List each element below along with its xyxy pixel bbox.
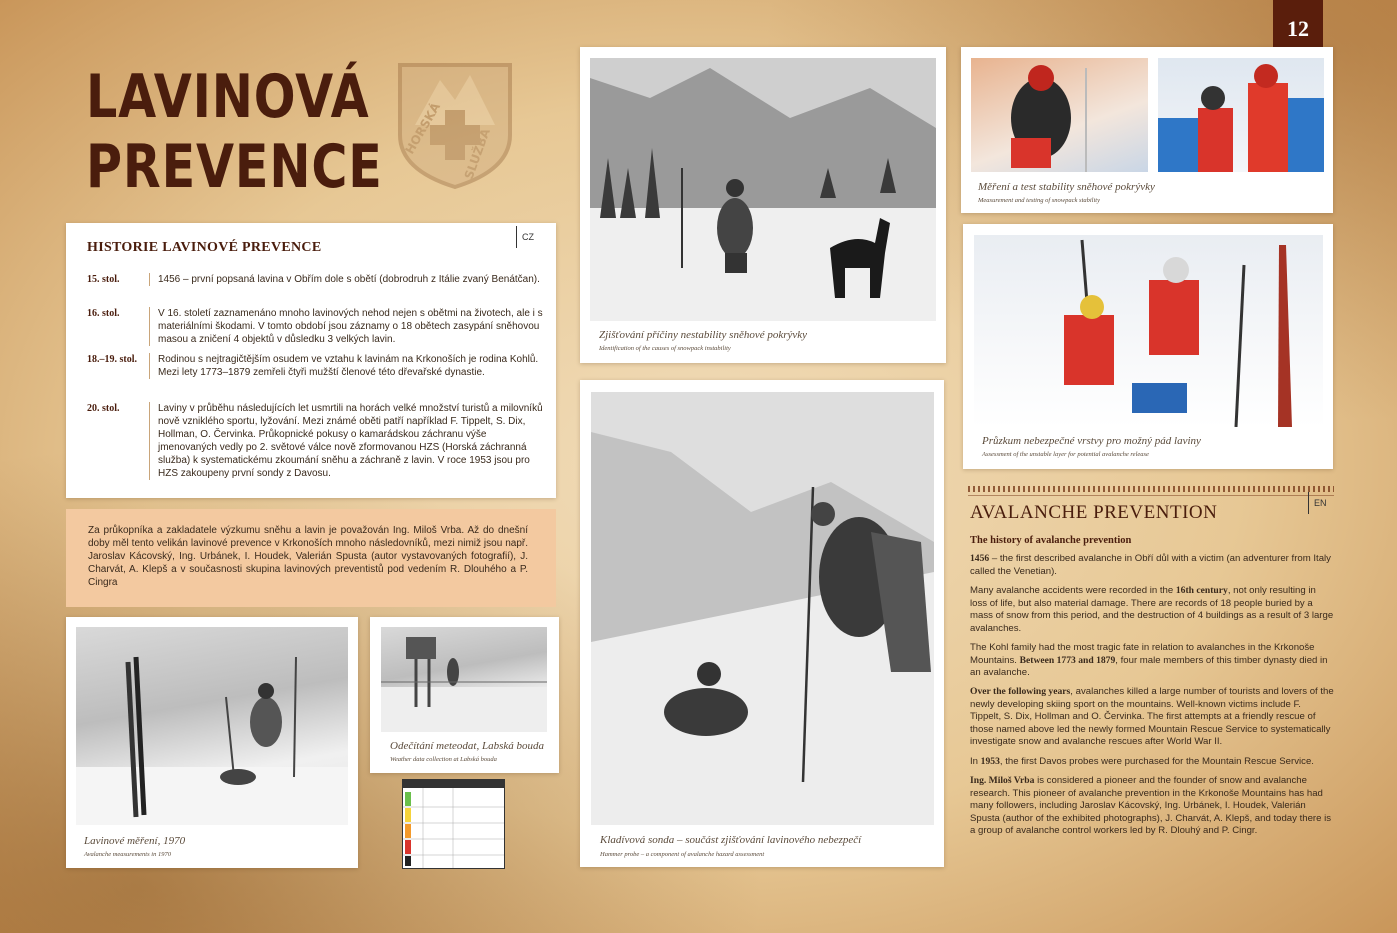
english-text: , the first Davos probes were purchased for the Mountain Rescue Service. (999, 756, 1314, 767)
photo-card-unstable-layer (963, 224, 1333, 469)
decorative-line-divider (968, 495, 1334, 496)
caption-cz: Lavinové měření, 1970 (84, 835, 186, 847)
caption-cz: Měření a test stability sněhové pokrývky (978, 181, 1155, 193)
english-paragraph (970, 686, 1334, 749)
caption-cz: Zjišťování příčiny nestability sněhové pokrývky (599, 329, 808, 341)
mountain-rescue-badge-logo (390, 55, 520, 190)
history-text: 1456 – první popsaná lavina v Obřím dole s obětí (dobrodruh z Itálie zvaný Benátčan). (149, 273, 543, 286)
page-title (86, 62, 383, 202)
english-text: , not only resulting in loss of life, but also material damage. There are records of 18 people buried by a mass of snow from this period, and the destruction of 4 buildings as a result of 3 large avalanches. (970, 585, 1334, 634)
decorative-dotted-divider (968, 486, 1334, 492)
avalanche-danger-scale-table-image (402, 779, 505, 869)
history-row (87, 402, 543, 482)
english-text: , avalanches killed a large number of tourists and lovers of the newly developing skiing sport on the mountains. Well-known victims include F. Tippelt, S. Dix, Hollman and O. Červinka. The first attempts at a friendly rescue of those named above led the newly formed Mountain Rescue Service to systematically investigate snow and avalanche rescues after World War II. (970, 686, 1334, 747)
title-line-2: PREVENCE (86, 132, 383, 202)
history-text: Rodinou s nejtragičtějším osudem ve vztahu k lavinám na Krkonoších je rodina Kohlů. Mezi lety 1773–1879 zemřeli čtyři mužští členové této dřevařské dynastie. (149, 353, 543, 379)
history-year: 15. stol. (87, 274, 120, 285)
badge-text-top: HORSKÁ (402, 100, 443, 157)
badge-text-bottom: SLUŽBA (461, 126, 493, 182)
photo-stability-test-left (971, 58, 1148, 172)
english-bold: Ing. Miloš Vrba (970, 775, 1035, 786)
caption-en: Assessment of the unstable layer for potential avalanche release (982, 451, 1149, 458)
english-text: Many avalanche accidents were recorded in the (970, 585, 1176, 596)
english-paragraph (970, 553, 1334, 578)
caption-en: Hammer probe – a component of avalanche hazard assessment (600, 851, 765, 858)
photo-snowpack-instability (590, 58, 936, 321)
photo-card-instability (580, 47, 946, 363)
language-tag-cz: CZ (516, 226, 534, 248)
english-text: , four male members of this timber dynasty died in an avalanche. (970, 654, 1328, 678)
english-text: is considered a pioneer and the founder of snow and avalanche research. This pioneer of avalanche prevention in the Krkonoše Mountains has had many followers, including Jaroslav Kácovský, Ing. Urbánek, I. Houdek, Valerián Spusta (author of the exhibited photographs), J. Charvát, A. Klepš, and today there is a group of avalanche control workers led by R. Dlouhý and P. Cingr. (970, 775, 1332, 836)
photo-stability-test-right (1158, 58, 1324, 172)
english-text: The Kohl family had the most tragic fate in relation to avalanches in the Krkonoše Mountains. (970, 642, 1315, 666)
english-paragraph (970, 756, 1334, 769)
english-bold: Over the following years (970, 686, 1071, 697)
history-card-cz (66, 223, 556, 498)
photo-card-hammer-probe (580, 380, 944, 867)
english-bold: 1456 (970, 553, 990, 564)
pioneer-info-text: Za průkopníka a zakladatele výzkumu sněhu a lavin je považován Ing. Miloš Vrba. Až do dnešní doby měl tento velikán lavinové prevence v Krkonoších mnoho následovníků, mezi nimiž jsou např. Jaroslav Kácovský, Ing. Urbánek, I. Houdek, Valerián Spusta (autor vystavovaných fotografií), J. Charvát, A. Klepš a v současnosti skupina lavinových preventistů pod vedením R. Dlouhého a P. Cingra (88, 525, 528, 588)
history-heading: HISTORIE LAVINOVÉ PREVENCE (87, 240, 322, 255)
english-paragraph (970, 642, 1334, 680)
photo-avalanche-measurement-1970 (76, 627, 348, 825)
english-heading: AVALANCHE PREVENTION (970, 502, 1218, 523)
history-text: Laviny v průběhu následujících let usmrtili na horách velké množství turistů a milovníků nově vzniklého sportu, lyžování. Mezi známé oběti patří například F. Tippelt, S. Dix, Hollman, O. Červinka. Průkopnické pokusy o kamarádskou záchranu výše jmenovaných vedly po 2. světové válce nově zformovanou HZS (Horská záchranná služba) k systematickému zkoumání sněhu a záchraně z lavin. V roce 1953 jsou pro HZS zakoupeny první sondy z Davosu. (149, 402, 543, 480)
caption-en: Avalanche measurements in 1970 (84, 851, 171, 858)
english-subheading: The history of avalanche prevention (970, 535, 1132, 546)
caption-cz: Průzkum nebezpečné vrstvy pro možný pád laviny (982, 435, 1201, 447)
photo-hammer-probe (591, 392, 934, 825)
caption-cz: Kladívová sonda – součást zjišťování lavinového nebezpečí (600, 834, 862, 846)
history-row (87, 307, 543, 347)
english-bold: 1953 (980, 756, 1000, 767)
english-paragraph (970, 775, 1334, 838)
photo-card-weather-data (370, 617, 559, 773)
language-tag-en: EN (1308, 492, 1327, 514)
history-text: V 16. století zaznamenáno mnoho lavinových nehod nejen s obětmi na životech, ale i s materiálními škodami. V tomto období jsou záznamy o 18 obětech zasypání sněhovou masou a zničení 4 objektů v důsledku 3 velkých lavin. (149, 307, 543, 346)
caption-en: Identification of the causes of snowpack instability (599, 345, 731, 352)
history-year: 16. stol. (87, 308, 120, 319)
caption-en: Weather data collection at Labská bouda (390, 756, 497, 763)
photo-card-stability-test (961, 47, 1333, 213)
title-line-1: LAVINOVÁ (86, 62, 370, 132)
history-year: 18.–19. stol. (87, 354, 137, 365)
photo-card-avalanche-measurement (66, 617, 358, 868)
english-text: In (970, 756, 981, 767)
english-bold: Between 1773 and 1879 (1019, 654, 1116, 666)
english-bold: 16th century (1175, 585, 1228, 596)
history-year: 20. stol. (87, 403, 120, 414)
photo-weather-data-labska-bouda (381, 627, 547, 732)
photo-unstable-layer (974, 235, 1323, 427)
english-paragraph (970, 585, 1334, 635)
caption-cz: Odečítání meteodat, Labská bouda (390, 740, 544, 752)
english-text: – the first described avalanche in Obří důl with a victim (an adventurer from Italy called the Venetian). (970, 553, 1331, 577)
history-row (87, 273, 540, 301)
page-number: 12 (1273, 0, 1323, 57)
history-row (87, 353, 537, 393)
caption-en: Measurement and testing of snowpack stability (978, 197, 1100, 204)
pioneer-info-box (66, 509, 556, 607)
